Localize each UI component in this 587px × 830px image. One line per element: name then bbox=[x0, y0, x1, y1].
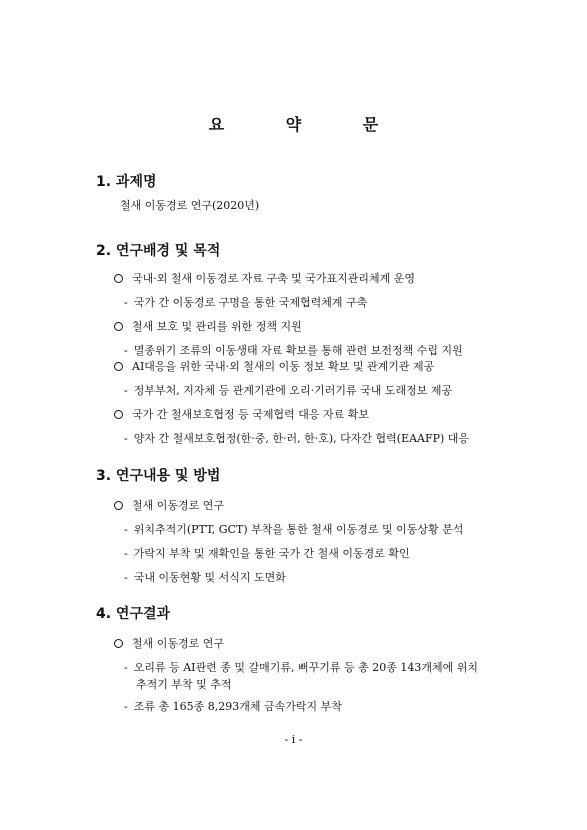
sub-item bbox=[124, 430, 469, 446]
sub-item-text: 양자 간 철새보호협정(한·중, 한·러, 한·호), 다자간 협력(EAAFP) 대응 bbox=[133, 432, 470, 445]
circle-bullet-icon bbox=[114, 639, 123, 648]
bullet-text: 국가 간 철새보호협정 등 국제협력 대응 자료 확보 bbox=[132, 408, 369, 421]
sub-item bbox=[124, 569, 286, 585]
sub-item bbox=[124, 342, 463, 358]
dash-mark: - bbox=[124, 661, 128, 674]
sub-item-text: 오리류 등 AI관련 종 및 갈매기류, 뻐꾸기류 등 총 20종 143개체에 위치 bbox=[133, 661, 478, 674]
page-title: 요 약 문 bbox=[208, 115, 407, 134]
bullet-item bbox=[114, 358, 434, 374]
sub-item-text: 국내 이동현황 및 서식지 도면화 bbox=[133, 571, 286, 584]
sub-item bbox=[124, 698, 342, 714]
page-number: - i - bbox=[284, 733, 303, 746]
sub-item-text: 위치추적기(PTT, GCT) 부착을 통한 철새 이동경로 및 이동상황 분석 bbox=[133, 523, 464, 536]
bullet-text: 철새 이동경로 연구 bbox=[132, 499, 225, 512]
sub-item bbox=[124, 659, 478, 675]
circle-bullet-icon bbox=[114, 410, 123, 419]
sub-item-continuation: 추적기 부착 및 추적 bbox=[136, 678, 232, 691]
dash-mark: - bbox=[124, 344, 128, 357]
section-heading-2: 2. 연구배경 및 목적 bbox=[96, 243, 221, 259]
sub-item bbox=[124, 521, 463, 537]
dash-mark: - bbox=[124, 296, 128, 309]
sub-item-text: 조류 총 165종 8,293개체 금속가락지 부착 bbox=[133, 700, 342, 713]
bullet-item bbox=[114, 497, 224, 513]
bullet-text: AI대응을 위한 국내·외 철새의 이동 정보 확보 및 관계기관 제공 bbox=[132, 360, 435, 373]
dash-mark: - bbox=[124, 547, 128, 560]
sub-item-text: 멸종위기 조류의 이동생태 자료 확보를 통해 관련 보전정책 수립 지원 bbox=[133, 344, 463, 357]
bullet-item bbox=[114, 406, 369, 422]
dash-mark: - bbox=[124, 523, 128, 536]
circle-bullet-icon bbox=[114, 274, 123, 283]
sub-item bbox=[124, 294, 367, 310]
dash-mark: - bbox=[124, 700, 128, 713]
sub-item-text: 정부부처, 지자체 등 관계기관에 오리·기러기류 국내 도래정보 제공 bbox=[133, 384, 453, 397]
circle-bullet-icon bbox=[114, 501, 123, 510]
bullet-text: 국내·외 철새 이동경로 자료 구축 및 국가표지관리체계 운영 bbox=[132, 272, 415, 285]
section-heading-1: 1. 과제명 bbox=[96, 174, 157, 190]
section-heading-3: 3. 연구내용 및 방법 bbox=[96, 468, 221, 484]
project-name: 철새 이동경로 연구(2020년) bbox=[120, 199, 260, 212]
dash-mark: - bbox=[124, 432, 128, 445]
sub-item-text: 가락지 부착 및 재확인을 통한 국가 간 철새 이동경로 확인 bbox=[133, 547, 410, 560]
bullet-text: 철새 보호 및 관리를 위한 정책 지원 bbox=[132, 320, 302, 333]
sub-item bbox=[124, 545, 410, 561]
bullet-item bbox=[114, 635, 224, 651]
section-heading-4: 4. 연구결과 bbox=[96, 606, 171, 622]
sub-item bbox=[124, 382, 452, 398]
bullet-item bbox=[114, 270, 415, 286]
bullet-text: 철새 이동경로 연구 bbox=[132, 637, 225, 650]
sub-item-text: 국가 간 이동경로 구명을 통한 국제협력체계 구축 bbox=[133, 296, 368, 309]
bullet-item bbox=[114, 318, 302, 334]
dash-mark: - bbox=[124, 571, 128, 584]
circle-bullet-icon bbox=[114, 362, 123, 371]
dash-mark: - bbox=[124, 384, 128, 397]
circle-bullet-icon bbox=[114, 322, 123, 331]
